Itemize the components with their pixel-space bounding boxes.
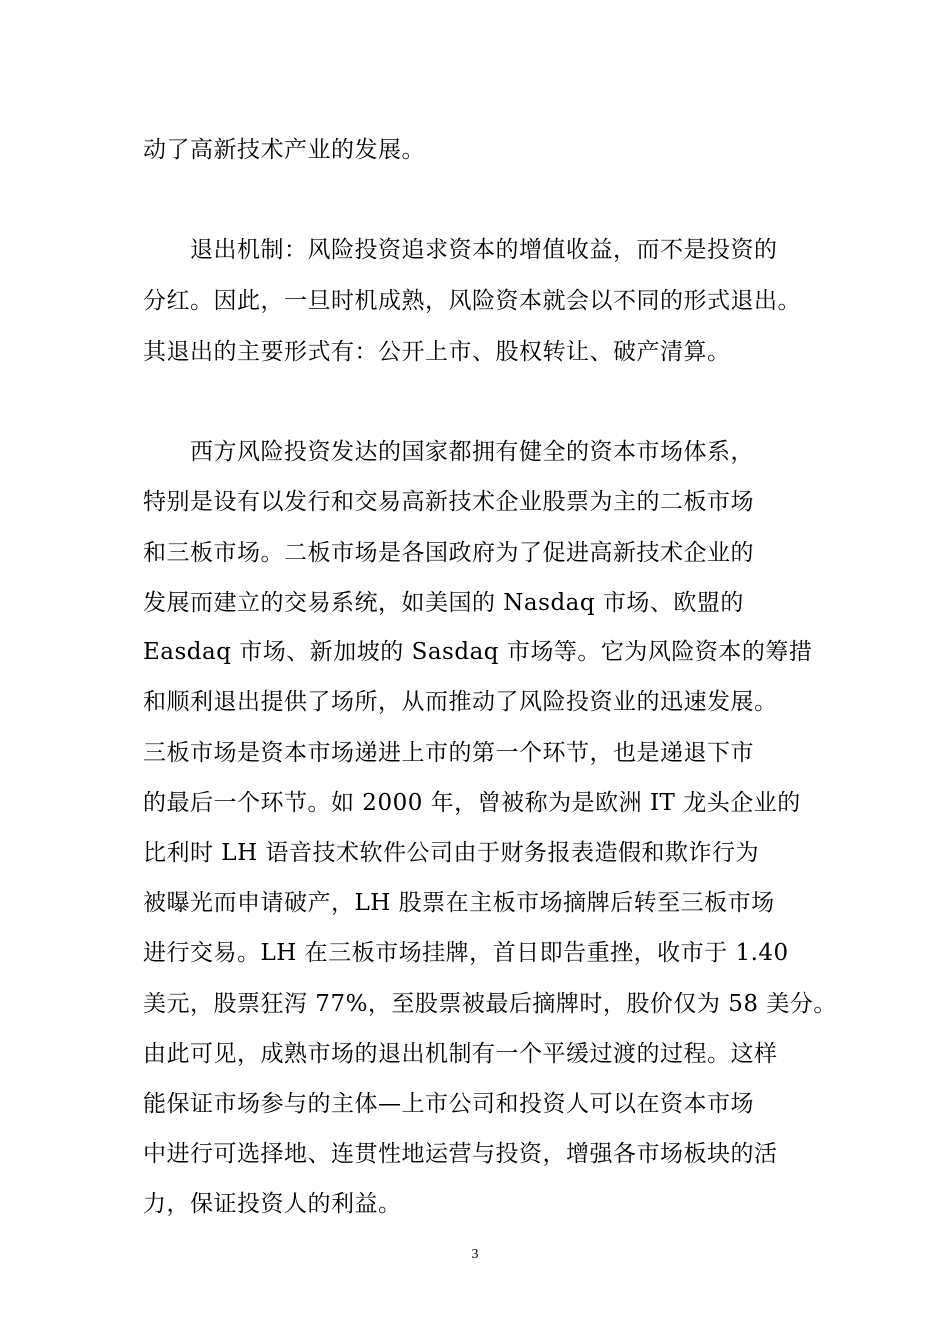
text-line: 中进行可选择地、连贯性地运营与投资，增强各市场板块的活 (143, 1141, 778, 1167)
text-line: 和三板市场。二板市场是各国政府为了促进高新技术企业的 (143, 540, 754, 566)
text-line: 被曝光而申请破产，LH 股票在主板市场摘牌后转至三板市场 (143, 890, 775, 916)
text-line: 和顺利退出提供了场所，从而推动了风险投资业的迅速发展。 (143, 689, 778, 715)
text-line: Easdaq 市场、新加坡的 Sasdaq 市场等。它为风险资本的筹措 (143, 639, 813, 665)
text-line: 西方风险投资发达的国家都拥有健全的资本市场体系， (190, 439, 754, 465)
text-line: 比利时 LH 语音技术软件公司由于财务报表造假和欺诈行为 (143, 840, 759, 866)
text-line: 能保证市场参与的主体—上市公司和投资人可以在资本市场 (143, 1091, 754, 1117)
text-line: 其退出的主要形式有：公开上市、股权转让、破产清算。 (143, 339, 731, 365)
text-line: 特别是设有以发行和交易高新技术企业股票为主的二板市场 (143, 489, 754, 515)
text-line: 由此可见，成熟市场的退出机制有一个平缓过渡的过程。这样 (143, 1041, 778, 1067)
text-line: 三板市场是资本市场递进上市的第一个环节，也是递退下市 (143, 740, 754, 766)
text-line: 进行交易。LH 在三板市场挂牌，首日即告重挫，收市于 1.40 (143, 940, 789, 966)
text-line: 分红。因此，一旦时机成熟，风险资本就会以不同的形式退出。 (143, 288, 801, 314)
text-line: 力，保证投资人的利益。 (143, 1191, 402, 1217)
text-line: 退出机制：风险投资追求资本的增值收益，而不是投资的 (190, 237, 778, 263)
text-line: 的最后一个环节。如 2000 年，曾被称为是欧洲 IT 龙头企业的 (143, 790, 801, 816)
text-line: 动了高新技术产业的发展。 (143, 137, 425, 163)
text-line: 美元，股票狂泻 77%，至股票被最后摘牌时，股价仅为 58 美分。 (143, 991, 837, 1017)
page-number: 3 (471, 1247, 479, 1262)
text-line: 发展而建立的交易系统，如美国的 Nasdaq 市场、欧盟的 (143, 590, 744, 616)
